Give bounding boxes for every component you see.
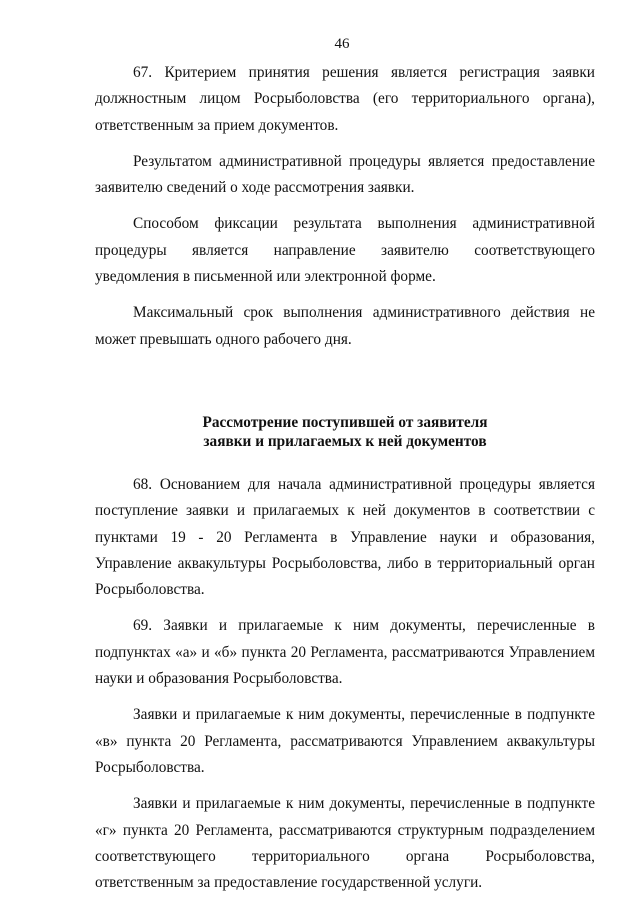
- paragraph-result: Результатом административной процедуры является предоставление заявителю сведений о ходе рассмотрения заявки.: [95, 152, 595, 197]
- paragraph-68: 68. Основанием для начала административной процедуры является поступление заявки и прилагаемых к ней документов в соответствии с пунктами 19 - 20 Регламента в Управление науки и образования, Управление аквакультуры Росрыболовства, либо в территориальный орган Росрыболовства.: [95, 475, 595, 599]
- paragraph-69: 69. Заявки и прилагаемые к ним документы, перечисленные в подпунктах «а» и «б» пункта 20 Регламента, рассматриваются Управлением науки и образования Росрыболовства.: [95, 617, 595, 688]
- paragraph-fixation: Способом фиксации результата выполнения административной процедуры является направление заявителю соответствующего уведомления в письменной или электронной форме.: [95, 215, 595, 286]
- document-body: [95, 60, 595, 896]
- section-heading: [95, 413, 595, 451]
- paragraph-aquaculture: Заявки и прилагаемые к ним документы, перечисленные в подпункте «в» пункта 20 Регламента, рассматриваются Управлением аквакультуры Росрыболовства.: [95, 706, 595, 776]
- section-heading-line-2: заявки и прилагаемых к ней документов: [203, 432, 487, 450]
- page-number: 46: [334, 36, 350, 52]
- section-heading-line-1: Рассмотрение поступившей от заявителя: [202, 413, 488, 431]
- paragraph-67: 67. Критерием принятия решения является регистрация заявки должностным лицом Росрыболовства (его территориального органа), ответственным за прием документов.: [95, 64, 595, 134]
- paragraph-max-term: Максимальный срок выполнения административного действия не может превышать одного рабочего дня.: [95, 304, 595, 348]
- paragraph-territorial: Заявки и прилагаемые к ним документы, перечисленные в подпункте «г» пункта 20 Регламента, рассматриваются структурным подразделением соответствующего территориального органа Росрыболовства, ответственным за предоставление государственной услуги.: [95, 795, 595, 892]
